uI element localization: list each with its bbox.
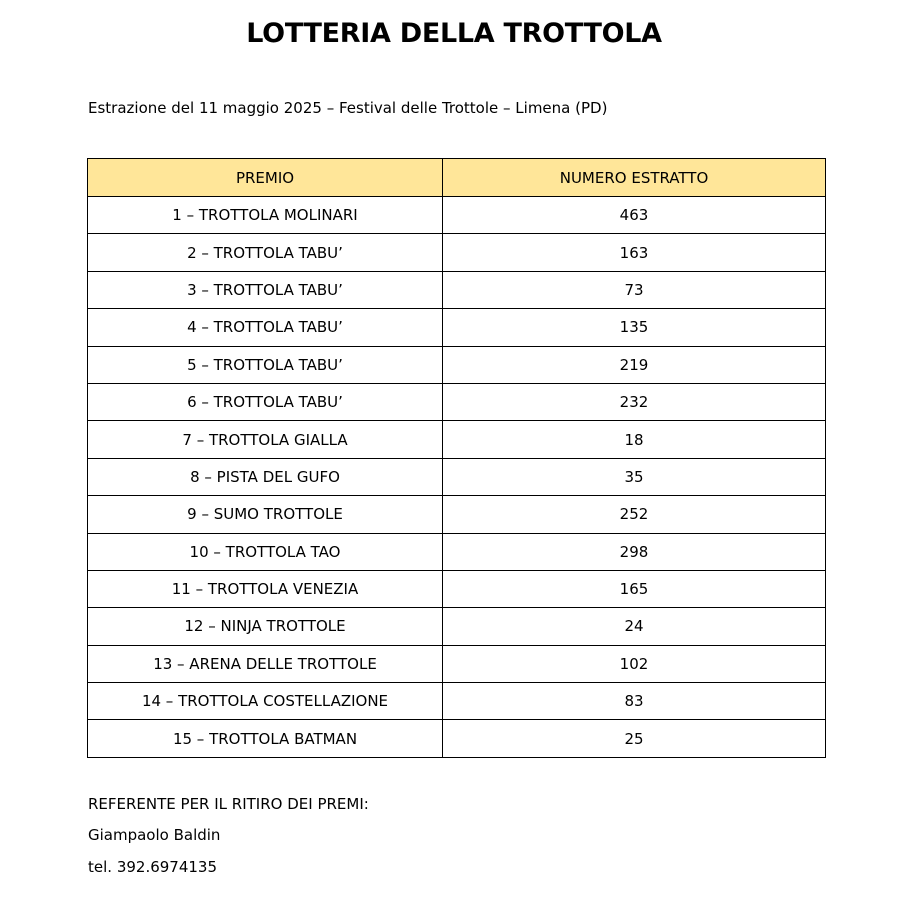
- prize-cell: 1 – TROTTOLA MOLINARI: [88, 197, 443, 234]
- number-cell: 163: [443, 234, 826, 271]
- prize-cell: 13 – ARENA DELLE TROTTOLE: [88, 645, 443, 682]
- prize-cell: 15 – TROTTOLA BATMAN: [88, 720, 443, 757]
- prize-cell: 14 – TROTTOLA COSTELLAZIONE: [88, 683, 443, 720]
- prize-cell: 6 – TROTTOLA TABU’: [88, 383, 443, 420]
- prize-table: [87, 158, 826, 758]
- number-cell: 165: [443, 570, 826, 607]
- number-cell: 73: [443, 271, 826, 308]
- table-row: [88, 234, 826, 271]
- number-cell: 252: [443, 496, 826, 533]
- table-row: [88, 683, 826, 720]
- prize-cell: 3 – TROTTOLA TABU’: [88, 271, 443, 308]
- table-row: [88, 383, 826, 420]
- referente-name: Giampaolo Baldin: [88, 826, 221, 844]
- number-cell: 135: [443, 309, 826, 346]
- table-row: [88, 421, 826, 458]
- prize-cell: 11 – TROTTOLA VENEZIA: [88, 570, 443, 607]
- table-row: [88, 570, 826, 607]
- prize-cell: 4 – TROTTOLA TABU’: [88, 309, 443, 346]
- table-row: [88, 496, 826, 533]
- table-row: [88, 533, 826, 570]
- header-row: [88, 159, 826, 197]
- prize-cell: 2 – TROTTOLA TABU’: [88, 234, 443, 271]
- table-row: [88, 346, 826, 383]
- number-cell: 83: [443, 683, 826, 720]
- referente-phone: tel. 392.6974135: [88, 858, 218, 876]
- document-subtitle: Estrazione del 11 maggio 2025 – Festival delle Trottole – Limena (PD): [88, 99, 608, 117]
- table-row: [88, 608, 826, 645]
- referente-label: REFERENTE PER IL RITIRO DEI PREMI:: [88, 795, 369, 813]
- document-title: LOTTERIA DELLA TROTTOLA: [246, 18, 662, 49]
- number-cell: 463: [443, 197, 826, 234]
- prize-cell: 7 – TROTTOLA GIALLA: [88, 421, 443, 458]
- prize-cell: 5 – TROTTOLA TABU’: [88, 346, 443, 383]
- prize-table-body: [88, 197, 826, 758]
- number-cell: 219: [443, 346, 826, 383]
- number-cell: 24: [443, 608, 826, 645]
- table-row: [88, 645, 826, 682]
- table-row: [88, 271, 826, 308]
- number-cell: 25: [443, 720, 826, 757]
- column-header-numero-estratto: NUMERO ESTRATTO: [443, 159, 826, 197]
- number-cell: 298: [443, 533, 826, 570]
- number-cell: 35: [443, 458, 826, 495]
- table-row: [88, 720, 826, 757]
- column-header-premio: PREMIO: [88, 159, 443, 197]
- prize-cell: 12 – NINJA TROTTOLE: [88, 608, 443, 645]
- prize-cell: 9 – SUMO TROTTOLE: [88, 496, 443, 533]
- table-row: [88, 309, 826, 346]
- number-cell: 102: [443, 645, 826, 682]
- prize-cell: 8 – PISTA DEL GUFO: [88, 458, 443, 495]
- number-cell: 18: [443, 421, 826, 458]
- number-cell: 232: [443, 383, 826, 420]
- table-row: [88, 458, 826, 495]
- table-row: [88, 197, 826, 234]
- prize-table-header: [88, 159, 826, 197]
- prize-cell: 10 – TROTTOLA TAO: [88, 533, 443, 570]
